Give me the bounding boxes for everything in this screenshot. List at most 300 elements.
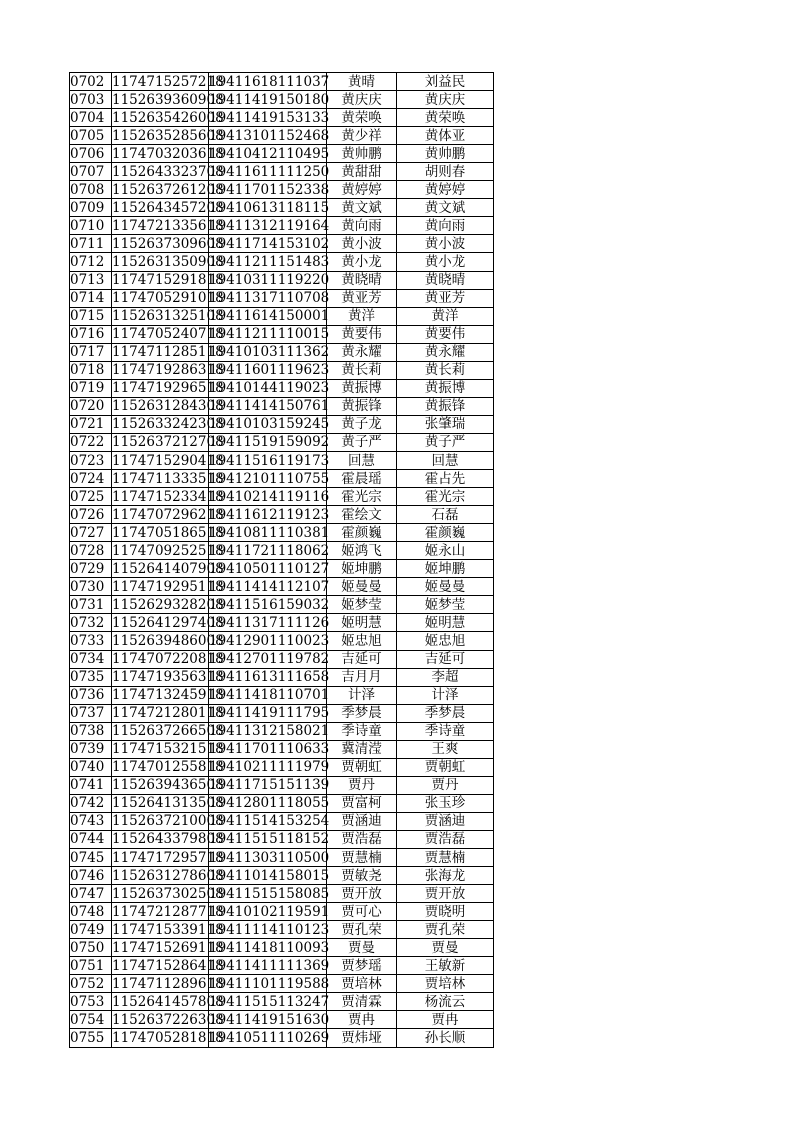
guardian-name-cell: 贾晓明 [397, 903, 494, 921]
record-code-cell: 1174713245918 [112, 687, 224, 704]
student-name-cell: 贾浩磊 [327, 830, 397, 848]
student-name-cell: 计泽 [327, 686, 397, 704]
row-number-cell: 0752 [70, 975, 112, 993]
student-name-cell: 贾梦瑶 [327, 957, 397, 975]
student-name-cell: 姬曼曼 [327, 578, 397, 596]
record-code-cell: 1174705240718 [112, 326, 224, 343]
row-number-cell: 0750 [70, 939, 112, 957]
table-row [70, 740, 494, 758]
exam-id-cell: 19411414150761 [209, 398, 330, 415]
guardian-name-cell: 黄要伟 [397, 325, 494, 343]
student-name-cell: 黄晓晴 [327, 271, 397, 289]
row-number-cell: 0710 [70, 217, 112, 235]
guardian-name-cell: 贾培林 [397, 975, 494, 993]
table-row [70, 109, 494, 127]
exam-id-cell: 19411701152338 [209, 181, 330, 198]
exam-id-cell: 19411515158085 [209, 885, 330, 902]
guardian-name-cell: 贾开放 [397, 885, 494, 903]
row-number-cell: 0748 [70, 903, 112, 921]
exam-id-cell: 19410501110127 [209, 560, 330, 577]
table-row [70, 181, 494, 199]
exam-id-cell: 19411715151139 [209, 777, 330, 794]
row-number-cell: 0707 [70, 163, 112, 181]
row-number-cell: 0704 [70, 109, 112, 127]
student-name-cell: 黄振锋 [327, 397, 397, 415]
exam-id-cell: 19411419150180 [209, 91, 330, 108]
table-row [70, 470, 494, 488]
row-number-cell: 0732 [70, 614, 112, 632]
guardian-name-cell: 季梦晨 [397, 704, 494, 722]
exam-id-cell: 19411714153102 [209, 235, 330, 252]
guardian-name-cell: 贾丹 [397, 776, 494, 794]
exam-id-cell: 19411317111126 [209, 614, 330, 631]
student-name-cell: 姬鸿飞 [327, 542, 397, 560]
table-row [70, 343, 494, 361]
row-number-cell: 0729 [70, 560, 112, 578]
exam-id-cell: 19410613118115 [209, 199, 330, 216]
record-code-cell: 1152641297408 [112, 614, 224, 631]
table-row [70, 506, 494, 524]
record-code-cell: 1174715257218 [112, 73, 224, 90]
record-code-cell: 1174721280118 [112, 705, 224, 722]
student-name-cell: 黄少祥 [327, 127, 397, 145]
guardian-name-cell: 刘益民 [397, 73, 494, 91]
record-code-cell: 1174709252518 [112, 542, 224, 559]
table-row [70, 975, 494, 993]
row-number-cell: 0735 [70, 668, 112, 686]
table-row [70, 397, 494, 415]
row-number-cell: 0706 [70, 145, 112, 163]
exam-id-cell: 19411612119123 [209, 506, 330, 523]
exam-id-cell: 19411516159032 [209, 596, 330, 613]
student-name-cell: 黄晴 [327, 73, 397, 91]
student-name-cell: 姬明慧 [327, 614, 397, 632]
student-name-cell: 霍晨瑶 [327, 470, 397, 488]
student-name-cell: 黄婷婷 [327, 181, 397, 199]
student-name-cell: 贾慧楠 [327, 849, 397, 867]
table-row [70, 127, 494, 145]
student-name-cell: 姬坤鹏 [327, 560, 397, 578]
row-number-cell: 0721 [70, 415, 112, 433]
guardian-name-cell: 黄振锋 [397, 397, 494, 415]
guardian-name-cell: 吉延可 [397, 650, 494, 668]
row-number-cell: 0709 [70, 199, 112, 217]
table-row [70, 271, 494, 289]
student-name-cell: 黄小龙 [327, 253, 397, 271]
record-code-cell: 1174721287718 [112, 903, 224, 920]
student-name-cell: 季诗童 [327, 722, 397, 740]
student-name-cell: 贾清霖 [327, 993, 397, 1011]
row-number-cell: 0702 [70, 73, 112, 91]
row-number-cell: 0743 [70, 812, 112, 830]
row-number-cell: 0711 [70, 235, 112, 253]
row-number-cell: 0741 [70, 776, 112, 794]
row-number-cell: 0746 [70, 867, 112, 885]
record-code-cell: 1152637261208 [112, 181, 224, 198]
row-number-cell: 0720 [70, 397, 112, 415]
guardian-name-cell: 黄小龙 [397, 253, 494, 271]
table-row [70, 650, 494, 668]
row-number-cell: 0739 [70, 740, 112, 758]
row-number-cell: 0744 [70, 830, 112, 848]
student-name-cell: 季梦晨 [327, 704, 397, 722]
student-name-cell: 霍绘文 [327, 506, 397, 524]
table-row [70, 289, 494, 307]
exam-id-cell: 19412901110023 [209, 632, 330, 649]
exam-id-cell: 19411014158015 [209, 867, 330, 884]
row-number-cell: 0751 [70, 957, 112, 975]
exam-id-cell: 19411101119588 [209, 975, 330, 992]
table-row [70, 253, 494, 271]
table-row [70, 668, 494, 686]
record-code-cell: 1174703203618 [112, 145, 224, 162]
guardian-name-cell: 黄永耀 [397, 343, 494, 361]
row-number-cell: 0705 [70, 127, 112, 145]
table-row [70, 235, 494, 253]
exam-id-cell: 19411701110633 [209, 741, 330, 758]
student-name-cell: 回慧 [327, 451, 397, 469]
exam-id-cell: 19411514153254 [209, 813, 330, 830]
row-number-cell: 0749 [70, 921, 112, 939]
guardian-name-cell: 黄庆庆 [397, 91, 494, 109]
student-name-cell: 姬忠旭 [327, 632, 397, 650]
guardian-name-cell: 黄小波 [397, 235, 494, 253]
table-row [70, 812, 494, 830]
record-code-cell: 1174715339118 [112, 921, 224, 938]
record-code-cell: 1152639486008 [112, 632, 224, 649]
row-number-cell: 0719 [70, 379, 112, 397]
student-name-cell: 贾丹 [327, 776, 397, 794]
guardian-name-cell: 黄洋 [397, 307, 494, 325]
student-name-cell: 冀清滢 [327, 740, 397, 758]
exam-id-cell: 19411516119173 [209, 452, 330, 469]
record-code-cell: 1174715291818 [112, 272, 224, 289]
table-row [70, 415, 494, 433]
record-code-cell: 1152635285608 [112, 127, 224, 144]
row-number-cell: 0737 [70, 704, 112, 722]
table-row [70, 307, 494, 325]
guardian-name-cell: 贾冉 [397, 1011, 494, 1029]
student-name-cell: 贾可心 [327, 903, 397, 921]
record-code-cell: 1174719356318 [112, 669, 224, 686]
exam-id-cell: 19411411111369 [209, 957, 330, 974]
roster-body [70, 73, 494, 1048]
guardian-name-cell: 胡则春 [397, 163, 494, 181]
row-number-cell: 0723 [70, 451, 112, 469]
guardian-name-cell: 黄子严 [397, 433, 494, 451]
guardian-name-cell: 黄亚芳 [397, 289, 494, 307]
record-code-cell: 1174717295718 [112, 849, 224, 866]
record-code-cell: 1174715286418 [112, 957, 224, 974]
record-code-cell: 1152641313508 [112, 795, 224, 812]
exam-id-cell: 19411721118062 [209, 542, 330, 559]
row-number-cell: 0717 [70, 343, 112, 361]
student-name-cell: 贾炜垭 [327, 1029, 397, 1047]
row-number-cell: 0712 [70, 253, 112, 271]
guardian-name-cell: 杨流云 [397, 993, 494, 1011]
record-code-cell: 1174715269118 [112, 939, 224, 956]
exam-id-cell: 19410511110269 [209, 1030, 330, 1046]
row-number-cell: 0736 [70, 686, 112, 704]
guardian-name-cell: 黄振博 [397, 379, 494, 397]
student-name-cell: 黄向雨 [327, 217, 397, 235]
record-code-cell: 1152641407908 [112, 560, 224, 577]
exam-id-cell: 19411618111037 [209, 73, 330, 90]
exam-id-cell: 19410103111362 [209, 344, 330, 361]
guardian-name-cell: 张海龙 [397, 867, 494, 885]
exam-id-cell: 19410211111979 [209, 759, 330, 776]
row-number-cell: 0724 [70, 470, 112, 488]
record-code-cell: 1174715233418 [112, 488, 224, 505]
exam-id-cell: 19411519159092 [209, 434, 330, 451]
exam-id-cell: 19412801118055 [209, 795, 330, 812]
row-number-cell: 0745 [70, 849, 112, 867]
row-number-cell: 0740 [70, 758, 112, 776]
exam-id-cell: 19411414112107 [209, 578, 330, 595]
guardian-name-cell: 计泽 [397, 686, 494, 704]
guardian-name-cell: 姬明慧 [397, 614, 494, 632]
guardian-name-cell: 姬忠旭 [397, 632, 494, 650]
table-row [70, 73, 494, 91]
record-code-cell: 1152637226308 [112, 1011, 224, 1028]
guardian-name-cell: 王爽 [397, 740, 494, 758]
record-code-cell: 1152631350908 [112, 253, 224, 270]
guardian-name-cell: 石磊 [397, 506, 494, 524]
exam-id-cell: 19411418110701 [209, 687, 330, 704]
row-number-cell: 0714 [70, 289, 112, 307]
student-name-cell: 贾富柯 [327, 794, 397, 812]
row-number-cell: 0727 [70, 524, 112, 542]
guardian-name-cell: 季诗童 [397, 722, 494, 740]
exam-id-cell: 19411114110123 [209, 921, 330, 938]
exam-id-cell: 19411312158021 [209, 723, 330, 740]
row-number-cell: 0725 [70, 488, 112, 506]
table-row [70, 433, 494, 451]
table-row [70, 361, 494, 379]
table-row [70, 704, 494, 722]
exam-id-cell: 19411418110093 [209, 939, 330, 956]
table-row [70, 849, 494, 867]
record-code-cell: 1152643379808 [112, 831, 224, 848]
roster-table [69, 72, 494, 1048]
exam-id-cell: 19411419151630 [209, 1011, 330, 1028]
record-code-cell: 1174719286318 [112, 362, 224, 379]
table-row [70, 163, 494, 181]
guardian-name-cell: 黄婷婷 [397, 181, 494, 199]
guardian-name-cell: 贾慧楠 [397, 849, 494, 867]
exam-id-cell: 19411303110500 [209, 849, 330, 866]
table-row [70, 903, 494, 921]
row-number-cell: 0730 [70, 578, 112, 596]
student-name-cell: 黄永耀 [327, 343, 397, 361]
table-row [70, 542, 494, 560]
guardian-name-cell: 李超 [397, 668, 494, 686]
guardian-name-cell: 张肇瑞 [397, 415, 494, 433]
exam-id-cell: 19411611111250 [209, 163, 330, 180]
guardian-name-cell: 贾孔荣 [397, 921, 494, 939]
exam-id-cell: 19411211110015 [209, 326, 330, 343]
record-code-cell: 1174705291018 [112, 290, 224, 307]
exam-id-cell: 19411419153133 [209, 109, 330, 126]
guardian-name-cell: 王敏新 [397, 957, 494, 975]
row-number-cell: 0722 [70, 433, 112, 451]
guardian-name-cell: 霍光宗 [397, 488, 494, 506]
record-code-cell: 1152639360908 [112, 91, 224, 108]
table-row [70, 722, 494, 740]
row-number-cell: 0715 [70, 307, 112, 325]
table-row [70, 217, 494, 235]
record-code-cell: 1174701255818 [112, 759, 224, 776]
table-row [70, 758, 494, 776]
table-row [70, 776, 494, 794]
guardian-name-cell: 黄帅鹏 [397, 145, 494, 163]
table-row [70, 867, 494, 885]
table-row [70, 199, 494, 217]
record-code-cell: 1174707220818 [112, 651, 224, 668]
guardian-name-cell: 张玉珍 [397, 794, 494, 812]
record-code-cell: 1152631284308 [112, 398, 224, 415]
row-number-cell: 0728 [70, 542, 112, 560]
row-number-cell: 0753 [70, 993, 112, 1011]
guardian-name-cell: 黄晓晴 [397, 271, 494, 289]
exam-id-cell: 19411312119164 [209, 217, 330, 234]
student-name-cell: 贾孔荣 [327, 921, 397, 939]
exam-id-cell: 19412101110755 [209, 470, 330, 487]
table-row [70, 830, 494, 848]
student-name-cell: 姬梦莹 [327, 596, 397, 614]
record-code-cell: 1152639436508 [112, 777, 224, 794]
student-name-cell: 黄洋 [327, 307, 397, 325]
record-code-cell: 1174707296218 [112, 506, 224, 523]
guardian-name-cell: 孙长顺 [397, 1029, 494, 1047]
student-name-cell: 贾朝虹 [327, 758, 397, 776]
table-row [70, 596, 494, 614]
guardian-name-cell: 霍颜巍 [397, 524, 494, 542]
record-code-cell: 1152641457808 [112, 993, 224, 1010]
record-code-cell: 1152643323708 [112, 163, 224, 180]
row-number-cell: 0718 [70, 361, 112, 379]
student-name-cell: 贾培林 [327, 975, 397, 993]
guardian-name-cell: 黄长莉 [397, 361, 494, 379]
guardian-name-cell: 贾浩磊 [397, 830, 494, 848]
guardian-name-cell: 黄向雨 [397, 217, 494, 235]
record-code-cell: 1174721335618 [112, 217, 224, 234]
table-row [70, 379, 494, 397]
record-code-cell: 1174711289618 [112, 975, 224, 992]
record-code-cell: 1174715321518 [112, 741, 224, 758]
student-name-cell: 黄小波 [327, 235, 397, 253]
exam-id-cell: 19411317110708 [209, 290, 330, 307]
student-name-cell: 贾曼 [327, 939, 397, 957]
record-code-cell: 1152635426008 [112, 109, 224, 126]
guardian-name-cell: 黄文斌 [397, 199, 494, 217]
student-name-cell: 黄振博 [327, 379, 397, 397]
student-name-cell: 黄长莉 [327, 361, 397, 379]
exam-id-cell: 19412701119782 [209, 651, 330, 668]
student-name-cell: 黄帅鹏 [327, 145, 397, 163]
row-number-cell: 0726 [70, 506, 112, 524]
exam-id-cell: 19411419111795 [209, 705, 330, 722]
exam-id-cell: 19410102119591 [209, 903, 330, 920]
table-row [70, 957, 494, 975]
guardian-name-cell: 黄荣唤 [397, 109, 494, 127]
student-name-cell: 黄要伟 [327, 325, 397, 343]
table-row [70, 885, 494, 903]
record-code-cell: 1152637266508 [112, 723, 224, 740]
row-number-cell: 0754 [70, 1011, 112, 1029]
table-row [70, 921, 494, 939]
exam-id-cell: 19413101152468 [209, 127, 330, 144]
guardian-name-cell: 姬梦莹 [397, 596, 494, 614]
table-row [70, 325, 494, 343]
table-row [70, 1011, 494, 1029]
table-row [70, 524, 494, 542]
student-name-cell: 黄庆庆 [327, 91, 397, 109]
row-number-cell: 0703 [70, 91, 112, 109]
exam-id-cell: 19410311119220 [209, 272, 330, 289]
guardian-name-cell: 霍占先 [397, 470, 494, 488]
row-number-cell: 0738 [70, 722, 112, 740]
exam-id-cell: 19411211151483 [209, 253, 330, 270]
student-name-cell: 吉月月 [327, 668, 397, 686]
record-code-cell: 1174719295118 [112, 578, 224, 595]
table-row [70, 1029, 494, 1047]
row-number-cell: 0708 [70, 181, 112, 199]
record-code-cell: 1174711333518 [112, 470, 224, 487]
exam-id-cell: 19410412110495 [209, 145, 330, 162]
record-code-cell: 1152633242308 [112, 416, 224, 433]
record-code-cell: 1174715290418 [112, 452, 224, 469]
guardian-name-cell: 姬坤鹏 [397, 560, 494, 578]
record-code-cell: 1152631278608 [112, 867, 224, 884]
record-code-cell: 1152631325108 [112, 308, 224, 325]
table-row [70, 488, 494, 506]
record-code-cell: 1152637210008 [112, 813, 224, 830]
student-name-cell: 黄子严 [327, 433, 397, 451]
table-row [70, 686, 494, 704]
record-code-cell: 1174705281818 [112, 1030, 224, 1046]
student-name-cell: 吉延可 [327, 650, 397, 668]
record-code-cell: 1152637302508 [112, 885, 224, 902]
exam-id-cell: 19411614150001 [209, 308, 330, 325]
guardian-name-cell: 贾朝虹 [397, 758, 494, 776]
table-row [70, 560, 494, 578]
row-number-cell: 0731 [70, 596, 112, 614]
record-code-cell: 1152637309608 [112, 235, 224, 252]
row-number-cell: 0755 [70, 1029, 112, 1047]
row-number-cell: 0733 [70, 632, 112, 650]
student-name-cell: 霍颜巍 [327, 524, 397, 542]
guardian-name-cell: 贾曼 [397, 939, 494, 957]
guardian-name-cell: 贾涵迪 [397, 812, 494, 830]
record-code-cell: 1174719296518 [112, 380, 224, 397]
row-number-cell: 0734 [70, 650, 112, 668]
student-name-cell: 贾涵迪 [327, 812, 397, 830]
student-name-cell: 贾敏尧 [327, 867, 397, 885]
student-name-cell: 贾冉 [327, 1011, 397, 1029]
record-code-cell: 1174711285118 [112, 344, 224, 361]
table-row [70, 632, 494, 650]
student-name-cell: 黄甜甜 [327, 163, 397, 181]
guardian-name-cell: 姬曼曼 [397, 578, 494, 596]
exam-id-cell: 19410811110381 [209, 524, 330, 541]
student-name-cell: 贾开放 [327, 885, 397, 903]
exam-id-cell: 19411515118152 [209, 831, 330, 848]
exam-id-cell: 19411515113247 [209, 993, 330, 1010]
exam-id-cell: 19411601119623 [209, 362, 330, 379]
row-number-cell: 0742 [70, 794, 112, 812]
record-code-cell: 1152637212708 [112, 434, 224, 451]
